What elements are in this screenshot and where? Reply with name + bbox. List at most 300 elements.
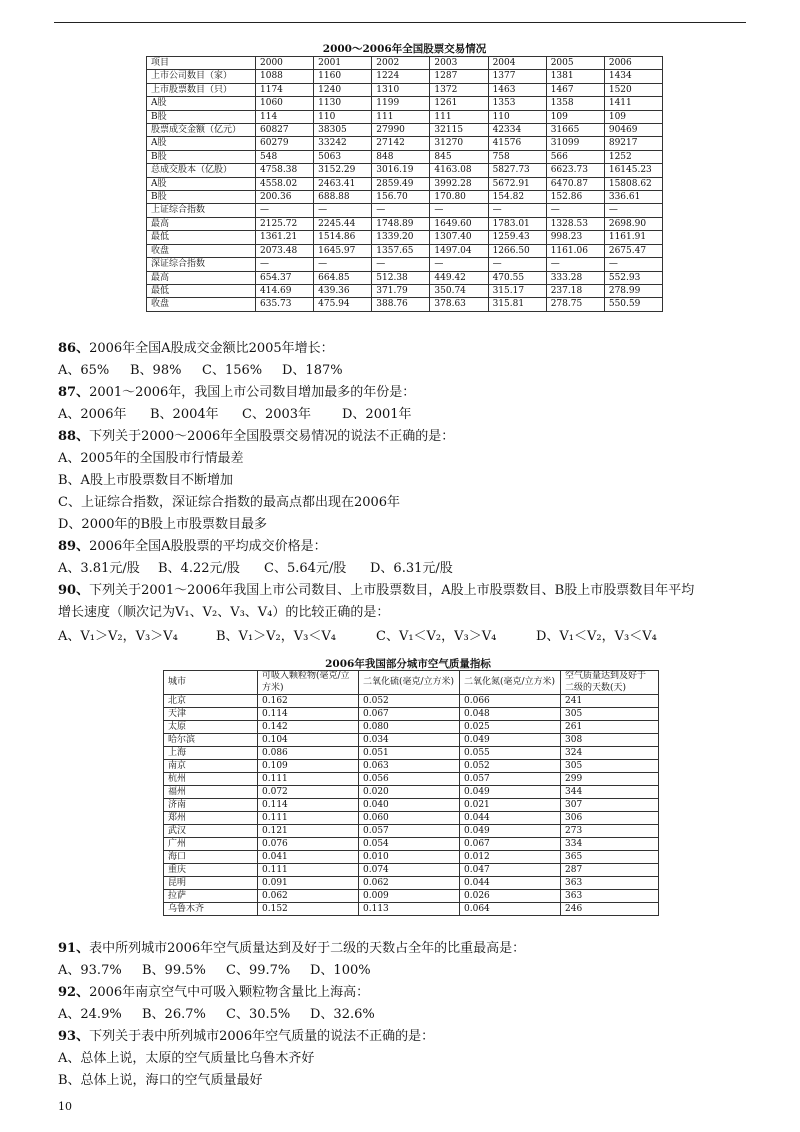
cell: 237.18 <box>546 284 604 297</box>
cell: 0.044 <box>460 812 561 825</box>
cell: 758 <box>488 150 546 163</box>
table1-row <box>147 271 663 284</box>
cell: 89217 <box>604 137 662 150</box>
cell: 32115 <box>430 124 488 137</box>
cell: 0.152 <box>258 903 359 916</box>
cell: 1161.06 <box>546 244 604 257</box>
cell: 15808.62 <box>604 177 662 190</box>
cell: 0.051 <box>359 747 460 760</box>
cell: 1361.21 <box>256 231 314 244</box>
cell: 0.109 <box>258 760 359 773</box>
table1-row <box>147 150 663 163</box>
cell: 635.73 <box>256 298 314 311</box>
table2-header-row <box>164 671 659 695</box>
cell: 2006 <box>604 57 662 70</box>
cell: 475.94 <box>314 298 372 311</box>
cell: 空气质量达到及好于二级的天数(天) <box>561 671 659 695</box>
cell: 2005 <box>546 57 604 70</box>
cell: 1160 <box>314 70 372 83</box>
row-label: 上市股票数目（只） <box>147 83 256 96</box>
city-cell: 杭州 <box>164 773 258 786</box>
cell: 110 <box>488 110 546 123</box>
cell: 109 <box>546 110 604 123</box>
cell: 315.81 <box>488 298 546 311</box>
cell: 0.021 <box>460 799 561 812</box>
cell: 278.99 <box>604 284 662 297</box>
cell: 2000 <box>256 57 314 70</box>
cell: 315.17 <box>488 284 546 297</box>
cell: 31099 <box>546 137 604 150</box>
cell: 5063 <box>314 150 372 163</box>
cell: 0.052 <box>460 760 561 773</box>
cell: 1174 <box>256 83 314 96</box>
cell: 1514.86 <box>314 231 372 244</box>
table1-row <box>147 204 663 217</box>
cell: 2073.48 <box>256 244 314 257</box>
table1-row <box>147 177 663 190</box>
row-label: B股 <box>147 150 256 163</box>
options-87: A、2006年 B、2004年 C、2003年 D、2001年 <box>58 407 412 422</box>
cell: 0.025 <box>460 721 561 734</box>
cell: 0.060 <box>359 812 460 825</box>
cell: 二氧化硫(毫克/立方米) <box>359 671 460 695</box>
cell: 60279 <box>256 137 314 150</box>
cell: 344 <box>561 786 659 799</box>
table2-row <box>164 877 659 890</box>
cell: 27990 <box>372 124 430 137</box>
question-87: 87、2001～2006年，我国上市公司数目增加最多的年份是： <box>58 385 416 400</box>
cell: 308 <box>561 734 659 747</box>
cell: 0.010 <box>359 851 460 864</box>
cell: 二氧化氮(毫克/立方米) <box>460 671 561 695</box>
cell: 200.36 <box>256 191 314 204</box>
cell: 0.067 <box>460 838 561 851</box>
option-88-b: B、A股上市股票数目不断增加 <box>58 473 233 488</box>
cell: 363 <box>561 890 659 903</box>
cell: 0.034 <box>359 734 460 747</box>
cell: 0.040 <box>359 799 460 812</box>
cell: 16145.23 <box>604 164 662 177</box>
cell: 0.055 <box>460 747 561 760</box>
cell: 0.049 <box>460 825 561 838</box>
cell: 0.020 <box>359 786 460 799</box>
table2-row <box>164 890 659 903</box>
cell: 363 <box>561 877 659 890</box>
city-cell: 郑州 <box>164 812 258 825</box>
table2-row <box>164 734 659 747</box>
cell: 241 <box>561 695 659 708</box>
table1-row <box>147 83 663 96</box>
cell: 246 <box>561 903 659 916</box>
cell: 307 <box>561 799 659 812</box>
cell: 2675.47 <box>604 244 662 257</box>
cell: 0.162 <box>258 695 359 708</box>
row-label: A股 <box>147 137 256 150</box>
city-cell: 太原 <box>164 721 258 734</box>
cell: 60827 <box>256 124 314 137</box>
table2-row <box>164 799 659 812</box>
cell: 0.052 <box>359 695 460 708</box>
cell: 3992.28 <box>430 177 488 190</box>
cell: 550.59 <box>604 298 662 311</box>
cell: 42334 <box>488 124 546 137</box>
cell: 371.79 <box>372 284 430 297</box>
cell: 31665 <box>546 124 604 137</box>
cell: 1497.04 <box>430 244 488 257</box>
table1-title: 2000～2006年全国股票交易情况 <box>322 43 487 55</box>
city-cell: 福州 <box>164 786 258 799</box>
cell: 548 <box>256 150 314 163</box>
cell: 365 <box>561 851 659 864</box>
cell: 0.049 <box>460 734 561 747</box>
cell: 0.054 <box>359 838 460 851</box>
city-cell: 天津 <box>164 708 258 721</box>
cell: 33242 <box>314 137 372 150</box>
cell: 1783.01 <box>488 217 546 230</box>
cell: — <box>314 204 372 217</box>
cell: 4163.08 <box>430 164 488 177</box>
cell: 0.066 <box>460 695 561 708</box>
table1-row <box>147 217 663 230</box>
cell: 333.28 <box>546 271 604 284</box>
table1-row <box>147 258 663 271</box>
table2-row <box>164 812 659 825</box>
cell: 2002 <box>372 57 430 70</box>
option-88-c: C、上证综合指数，深证综合指数的最高点都出现在2006年 <box>58 495 401 510</box>
cell: 0.111 <box>258 864 359 877</box>
city-cell: 海口 <box>164 851 258 864</box>
cell: 可吸入颗粒物(毫克/立方米) <box>258 671 359 695</box>
options-92: A、24.9% B、26.7% C、30.5% D、32.6% <box>58 1007 375 1022</box>
cell: 6623.73 <box>546 164 604 177</box>
city-cell: 济南 <box>164 799 258 812</box>
table2-row <box>164 851 659 864</box>
cell: 2245.44 <box>314 217 372 230</box>
cell: — <box>604 204 662 217</box>
cell: 845 <box>430 150 488 163</box>
cell: 1372 <box>430 83 488 96</box>
cell: 152.86 <box>546 191 604 204</box>
cell: 1649.60 <box>430 217 488 230</box>
cell: 1328.53 <box>546 217 604 230</box>
cell: 1287 <box>430 70 488 83</box>
cell: 90469 <box>604 124 662 137</box>
cell: 0.062 <box>359 877 460 890</box>
option-93-b: B、总体上说，海口的空气质量最好 <box>58 1073 263 1088</box>
row-label: B股 <box>147 110 256 123</box>
cell: 5827.73 <box>488 164 546 177</box>
city-cell: 拉萨 <box>164 890 258 903</box>
table2-row <box>164 721 659 734</box>
cell: 111 <box>372 110 430 123</box>
cell: — <box>488 204 546 217</box>
cell: 1161.91 <box>604 231 662 244</box>
cell: 2859.49 <box>372 177 430 190</box>
table2-row <box>164 708 659 721</box>
row-label: B股 <box>147 191 256 204</box>
cell: 1266.50 <box>488 244 546 257</box>
cell: 378.63 <box>430 298 488 311</box>
city-cell: 上海 <box>164 747 258 760</box>
cell: — <box>546 204 604 217</box>
cell: 305 <box>561 708 659 721</box>
table2-row <box>164 864 659 877</box>
cell: 0.074 <box>359 864 460 877</box>
cell: 1252 <box>604 150 662 163</box>
cell: — <box>604 258 662 271</box>
table1-row <box>147 231 663 244</box>
cell: 299 <box>561 773 659 786</box>
cell: 0.048 <box>460 708 561 721</box>
table2-row <box>164 903 659 916</box>
cell: 0.113 <box>359 903 460 916</box>
cell: 154.82 <box>488 191 546 204</box>
options-91: A、93.7% B、99.5% C、99.7% D、100% <box>58 963 371 978</box>
cell: 156.70 <box>372 191 430 204</box>
cell: 278.75 <box>546 298 604 311</box>
cell: 4558.02 <box>256 177 314 190</box>
cell: 2004 <box>488 57 546 70</box>
cell: 2003 <box>430 57 488 70</box>
cell: 1353 <box>488 97 546 110</box>
row-label: 总成交股本（亿股） <box>147 164 256 177</box>
cell: 1224 <box>372 70 430 83</box>
cell: 0.076 <box>258 838 359 851</box>
table1-row <box>147 298 663 311</box>
cell: 336.61 <box>604 191 662 204</box>
cell: 1088 <box>256 70 314 83</box>
cell: 1339.20 <box>372 231 430 244</box>
cell: 324 <box>561 747 659 760</box>
table1-row <box>147 284 663 297</box>
cell: 414.69 <box>256 284 314 297</box>
table2-title: 2006年我国部分城市空气质量指标 <box>325 658 491 670</box>
cell: 0.114 <box>258 708 359 721</box>
cell: — <box>546 258 604 271</box>
question-89: 89、2006年全国A股股票的平均成交价格是： <box>58 539 327 554</box>
cell: — <box>256 204 314 217</box>
row-label: 上市公司数目（家） <box>147 70 256 83</box>
cell: 0.111 <box>258 812 359 825</box>
cell: 0.012 <box>460 851 561 864</box>
table1-row <box>147 97 663 110</box>
row-label: 股票成交金额（亿元） <box>147 124 256 137</box>
cell: 0.080 <box>359 721 460 734</box>
table1-row <box>147 110 663 123</box>
table1-header-row <box>147 57 663 70</box>
cell: 41576 <box>488 137 546 150</box>
cell: 1463 <box>488 83 546 96</box>
city-cell: 北京 <box>164 695 258 708</box>
cell: 2698.90 <box>604 217 662 230</box>
cell: 0.142 <box>258 721 359 734</box>
cell: 1411 <box>604 97 662 110</box>
row-label: 收盘 <box>147 244 256 257</box>
cell: 38305 <box>314 124 372 137</box>
cell: 0.064 <box>460 903 561 916</box>
cell: 305 <box>561 760 659 773</box>
cell: 27142 <box>372 137 430 150</box>
row-label: 深证综合指数 <box>147 258 256 271</box>
table2-row <box>164 747 659 760</box>
cell: 261 <box>561 721 659 734</box>
cell: 512.38 <box>372 271 430 284</box>
option-93-a: A、总体上说，太原的空气质量比乌鲁木齐好 <box>58 1051 315 1066</box>
row-label: 最低 <box>147 284 256 297</box>
cell: 1259.43 <box>488 231 546 244</box>
cell: — <box>256 258 314 271</box>
cell: 388.76 <box>372 298 430 311</box>
cell: 0.104 <box>258 734 359 747</box>
question-90: 90、下列关于2001～2006年我国上市公司数目、上市股票数目，A股上市股票数目、B股上市股票数目年平均 <box>58 583 695 598</box>
row-label: 最高 <box>147 271 256 284</box>
row-label: A股 <box>147 177 256 190</box>
cell: 0.047 <box>460 864 561 877</box>
cell: 0.041 <box>258 851 359 864</box>
table1-row <box>147 191 663 204</box>
city-cell: 广州 <box>164 838 258 851</box>
city-cell: 城市 <box>164 671 258 695</box>
cell: 2001 <box>314 57 372 70</box>
cell: 1645.97 <box>314 244 372 257</box>
cell: 273 <box>561 825 659 838</box>
cell: 170.80 <box>430 191 488 204</box>
cell: 5672.91 <box>488 177 546 190</box>
cell: 1060 <box>256 97 314 110</box>
options-86: A、65% B、98% C、156% D、187% <box>58 363 343 378</box>
cell: 0.091 <box>258 877 359 890</box>
cell: 111 <box>430 110 488 123</box>
option-88-d: D、2000年的B股上市股票数目最多 <box>58 517 268 532</box>
row-label: 最低 <box>147 231 256 244</box>
cell: 0.063 <box>359 760 460 773</box>
cell: 566 <box>546 150 604 163</box>
cell: 470.55 <box>488 271 546 284</box>
cell: 1381 <box>546 70 604 83</box>
page-number: 10 <box>58 1100 72 1113</box>
city-cell: 乌鲁木齐 <box>164 903 258 916</box>
city-cell: 武汉 <box>164 825 258 838</box>
cell: 3152.29 <box>314 164 372 177</box>
cell: 109 <box>604 110 662 123</box>
cell: 0.062 <box>258 890 359 903</box>
header-rule <box>54 22 746 23</box>
question-92: 92、2006年南京空气中可吸入颗粒物含量比上海高： <box>58 985 370 1000</box>
cell: 2463.41 <box>314 177 372 190</box>
cell: — <box>372 258 430 271</box>
cell: 1307.40 <box>430 231 488 244</box>
air-quality-table <box>163 670 659 916</box>
question-91: 91、表中所列城市2006年空气质量达到及好于二级的天数占全年的比重最高是： <box>58 941 526 956</box>
cell: 31270 <box>430 137 488 150</box>
question-88: 88、下列关于2000～2006年全国股票交易情况的说法不正确的是： <box>58 429 455 444</box>
city-cell: 哈尔滨 <box>164 734 258 747</box>
cell: — <box>314 258 372 271</box>
cell: 688.88 <box>314 191 372 204</box>
cell: 0.067 <box>359 708 460 721</box>
table2-row <box>164 773 659 786</box>
row-label: A股 <box>147 97 256 110</box>
options-90: A、V₁＞V₂，V₃＞V₄ B、V₁＞V₂，V₃＜V₄ C、V₁＜V₂，V₃＞V₄ D、V₁＜V₂，V₃＜V₄ <box>58 629 657 644</box>
cell: — <box>372 204 430 217</box>
cell: 114 <box>256 110 314 123</box>
cell: 110 <box>314 110 372 123</box>
cell: 1130 <box>314 97 372 110</box>
cell: 1310 <box>372 83 430 96</box>
cell: 0.049 <box>460 786 561 799</box>
cell: 0.121 <box>258 825 359 838</box>
row-label: 上证综合指数 <box>147 204 256 217</box>
table2-row <box>164 695 659 708</box>
table1-row <box>147 124 663 137</box>
table1-row <box>147 137 663 150</box>
cell: 848 <box>372 150 430 163</box>
table2-row <box>164 760 659 773</box>
cell: 0.009 <box>359 890 460 903</box>
cell: 0.057 <box>460 773 561 786</box>
option-88-a: A、2005年的全国股市行情最差 <box>58 451 244 466</box>
cell: 0.044 <box>460 877 561 890</box>
cell: 0.057 <box>359 825 460 838</box>
question-86: 86、2006年全国A股成交金额比2005年增长： <box>58 341 334 356</box>
row-label: 项目 <box>147 57 256 70</box>
city-cell: 昆明 <box>164 877 258 890</box>
cell: 1748.89 <box>372 217 430 230</box>
cell: 334 <box>561 838 659 851</box>
cell: 0.114 <box>258 799 359 812</box>
cell: 1240 <box>314 83 372 96</box>
cell: — <box>430 204 488 217</box>
cell: 3016.19 <box>372 164 430 177</box>
cell: 1434 <box>604 70 662 83</box>
cell: 1261 <box>430 97 488 110</box>
cell: 449.42 <box>430 271 488 284</box>
table2-row <box>164 838 659 851</box>
question-93: 93、下列关于表中所列城市2006年空气质量的说法不正确的是： <box>58 1029 435 1044</box>
stock-trading-table <box>146 56 663 312</box>
options-89: A、3.81元/股 B、4.22元/股 C、5.64元/股 D、6.31元/股 <box>58 561 453 576</box>
cell: 664.85 <box>314 271 372 284</box>
cell: 287 <box>561 864 659 877</box>
cell: — <box>430 258 488 271</box>
cell: 2125.72 <box>256 217 314 230</box>
cell: 1199 <box>372 97 430 110</box>
city-cell: 重庆 <box>164 864 258 877</box>
cell: 654.37 <box>256 271 314 284</box>
cell: 0.056 <box>359 773 460 786</box>
cell: 1520 <box>604 83 662 96</box>
table2-row <box>164 825 659 838</box>
cell: 0.026 <box>460 890 561 903</box>
cell: 306 <box>561 812 659 825</box>
cell: 439.36 <box>314 284 372 297</box>
row-label: 收盘 <box>147 298 256 311</box>
cell: 6470.87 <box>546 177 604 190</box>
cell: 1358 <box>546 97 604 110</box>
table1-row <box>147 70 663 83</box>
table2-row <box>164 786 659 799</box>
cell: 1357.65 <box>372 244 430 257</box>
cell: 552.93 <box>604 271 662 284</box>
table1-row <box>147 244 663 257</box>
row-label: 最高 <box>147 217 256 230</box>
city-cell: 南京 <box>164 760 258 773</box>
cell: 0.111 <box>258 773 359 786</box>
cell: 1467 <box>546 83 604 96</box>
cell: 998.23 <box>546 231 604 244</box>
table1-row <box>147 164 663 177</box>
cell: 350.74 <box>430 284 488 297</box>
